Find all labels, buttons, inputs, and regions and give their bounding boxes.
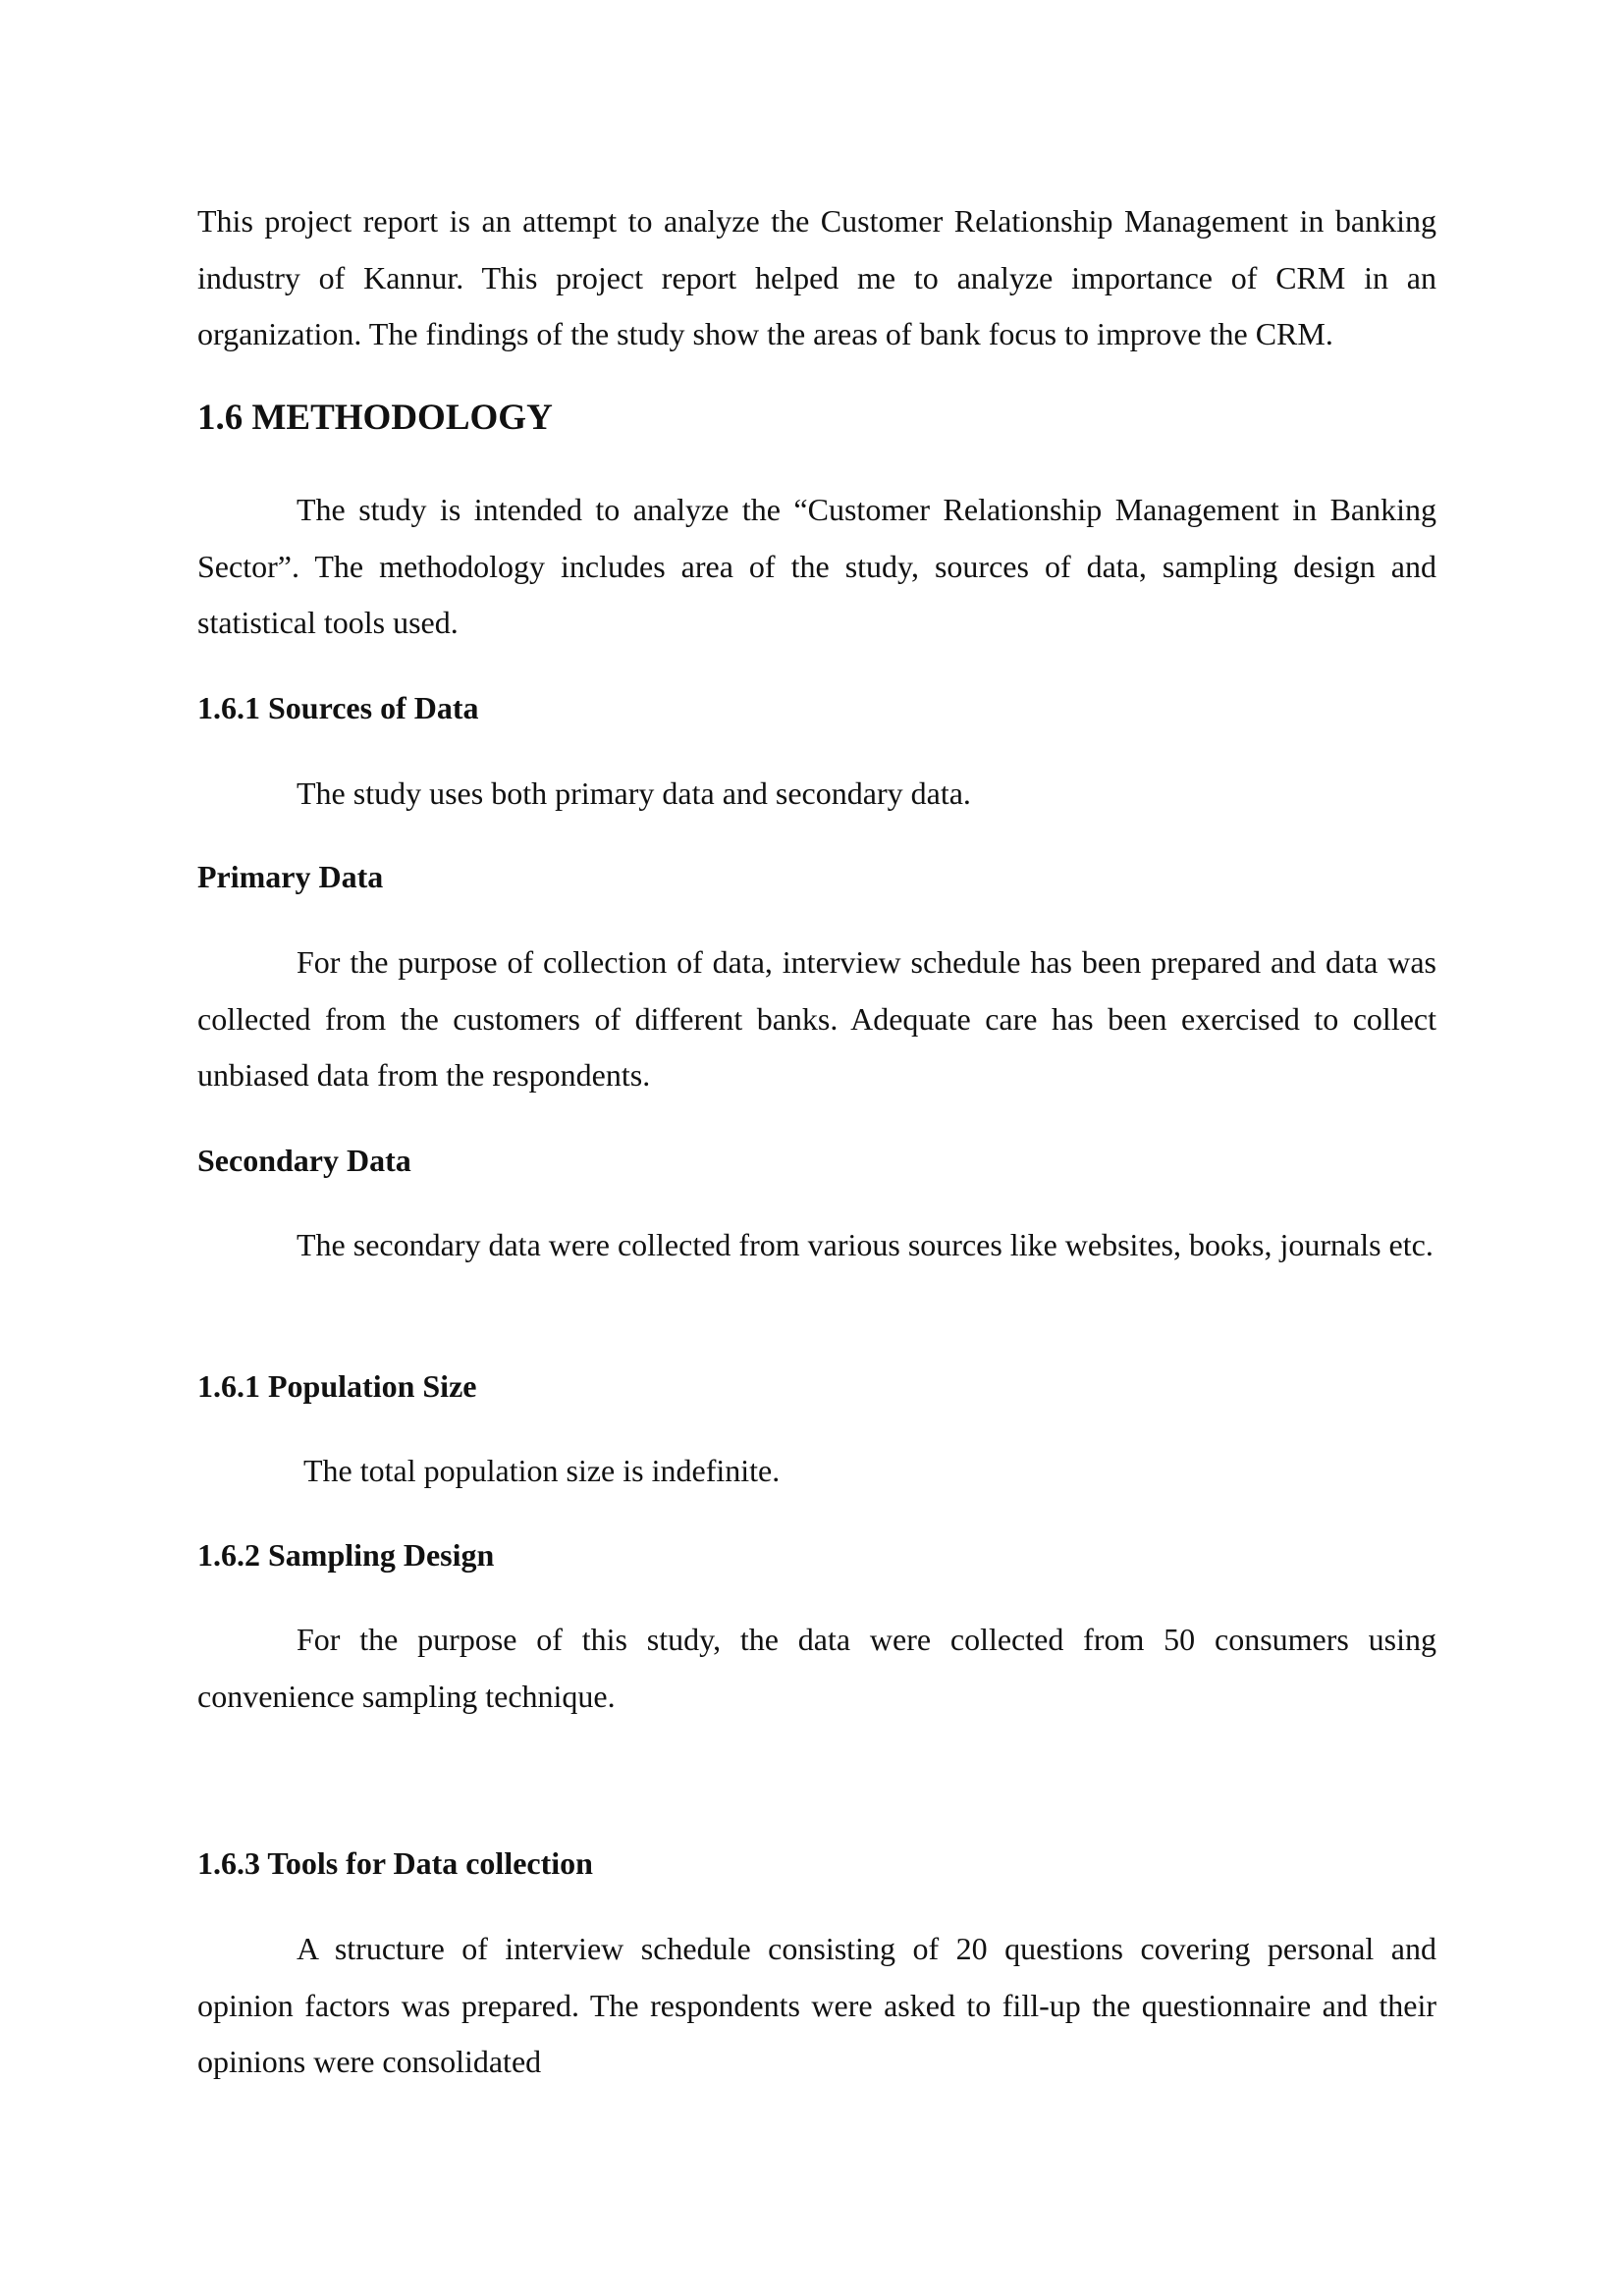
intro-paragraph: This project report is an attempt to analyze the Customer Relationship Management in banking industry of Kannur. This project report helped me to analyze importance of CRM in an organization. The findings of the study show the areas of bank focus to improve the CRM.	[197, 203, 1436, 351]
methodology-paragraph: The study is intended to analyze the “Customer Relationship Management in Banking Sector”. The methodology includes area of the study, sources of data, sampling design and statistical tools used.	[197, 492, 1436, 640]
population-size-heading: 1.6.1 Population Size	[197, 1368, 477, 1404]
methodology-heading: 1.6 METHODOLOGY	[197, 398, 553, 438]
sampling-design-paragraph: For the purpose of this study, the data were collected from 50 consumers using convenience sampling technique.	[197, 1622, 1436, 1714]
secondary-data-heading: Secondary Data	[197, 1143, 411, 1178]
primary-data-heading: Primary Data	[197, 859, 384, 894]
secondary-data-paragraph: The secondary data were collected from various sources like websites, books, journals etc.	[297, 1227, 1434, 1262]
primary-data-paragraph: For the purpose of collection of data, interview schedule has been prepared and data was collected from the customers of different banks. Adequate care has been exercised to collect unbiased data from the respondents.	[197, 944, 1436, 1093]
sources-of-data-paragraph: The study uses both primary data and secondary data.	[297, 775, 971, 811]
sources-of-data-heading: 1.6.1 Sources of Data	[197, 690, 479, 725]
population-size-paragraph: The total population size is indefinite.	[303, 1453, 781, 1488]
tools-heading: 1.6.3 Tools for Data collection	[197, 1845, 593, 1881]
sampling-design-heading: 1.6.2 Sampling Design	[197, 1537, 495, 1573]
tools-paragraph: A structure of interview schedule consisting of 20 questions covering personal and opinion factors was prepared. The respondents were asked to fill-up the questionnaire and their opinions were consolidated	[197, 1931, 1436, 2079]
